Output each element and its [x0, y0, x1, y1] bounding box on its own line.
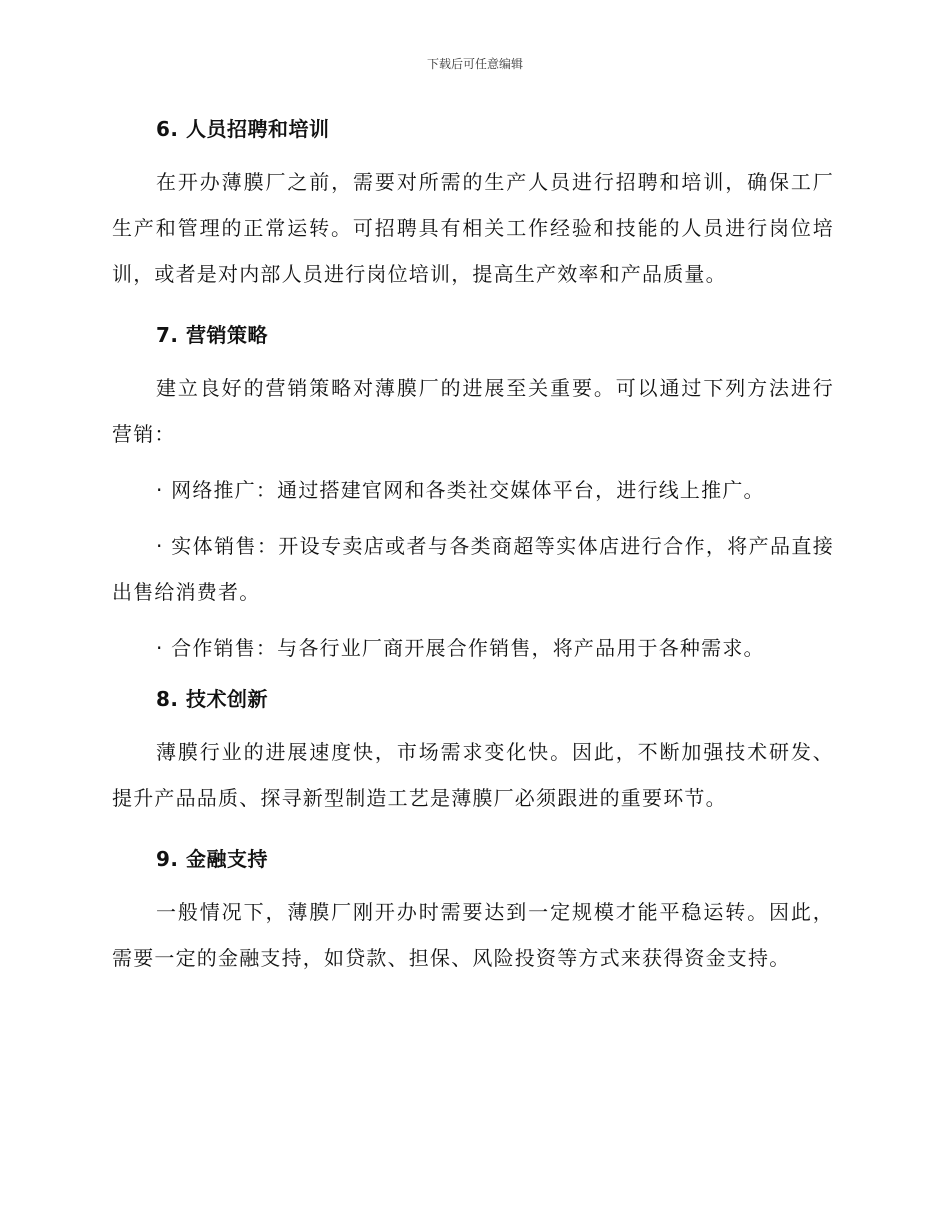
paragraph-finance: 一般情况下，薄膜厂刚开办时需要达到一定规模才能平稳运转。因此，需要一定的金融支持，如贷款、担保、风险投资等方式来获得资金支持。	[112, 900, 834, 970]
paragraph-marketing-intro: 建立良好的营销策略对薄膜厂的进展至关重要。可以通过下列方法进行营销：	[112, 376, 834, 446]
section-heading-innovation: 8. 技术创新	[156, 687, 268, 711]
paragraph-innovation: 薄膜行业的进展速度快，市场需求变化快。因此，不断加强技术研发、提升产品品质、探寻新型制造工艺是薄膜厂必须跟进的重要环节。	[112, 740, 834, 810]
section-heading-recruitment: 6. 人员招聘和培训	[156, 117, 330, 141]
section-heading-marketing: 7. 营销策略	[156, 323, 268, 347]
list-item-physical-sales: · 实体销售：开设专卖店或者与各类商超等实体店进行合作，将产品直接出售给消费者。	[112, 534, 834, 604]
document-body	[112, 111, 834, 981]
section-heading-finance: 9. 金融支持	[156, 847, 268, 871]
list-item-online-promotion: · 网络推广：通过搭建官网和各类社交媒体平台，进行线上推广。	[156, 478, 765, 502]
page-header-note: 下载后可任意编辑	[426, 57, 523, 71]
paragraph-recruitment: 在开办薄膜厂之前，需要对所需的生产人员进行招聘和培训，确保工厂生产和管理的正常运转。可招聘具有相关工作经验和技能的人员进行岗位培训，或者是对内部人员进行岗位培训，提高生产效率和产品质量。	[112, 170, 834, 286]
list-item-cooperative-sales: · 合作销售：与各行业厂商开展合作销售，将产品用于各种需求。	[156, 636, 765, 660]
